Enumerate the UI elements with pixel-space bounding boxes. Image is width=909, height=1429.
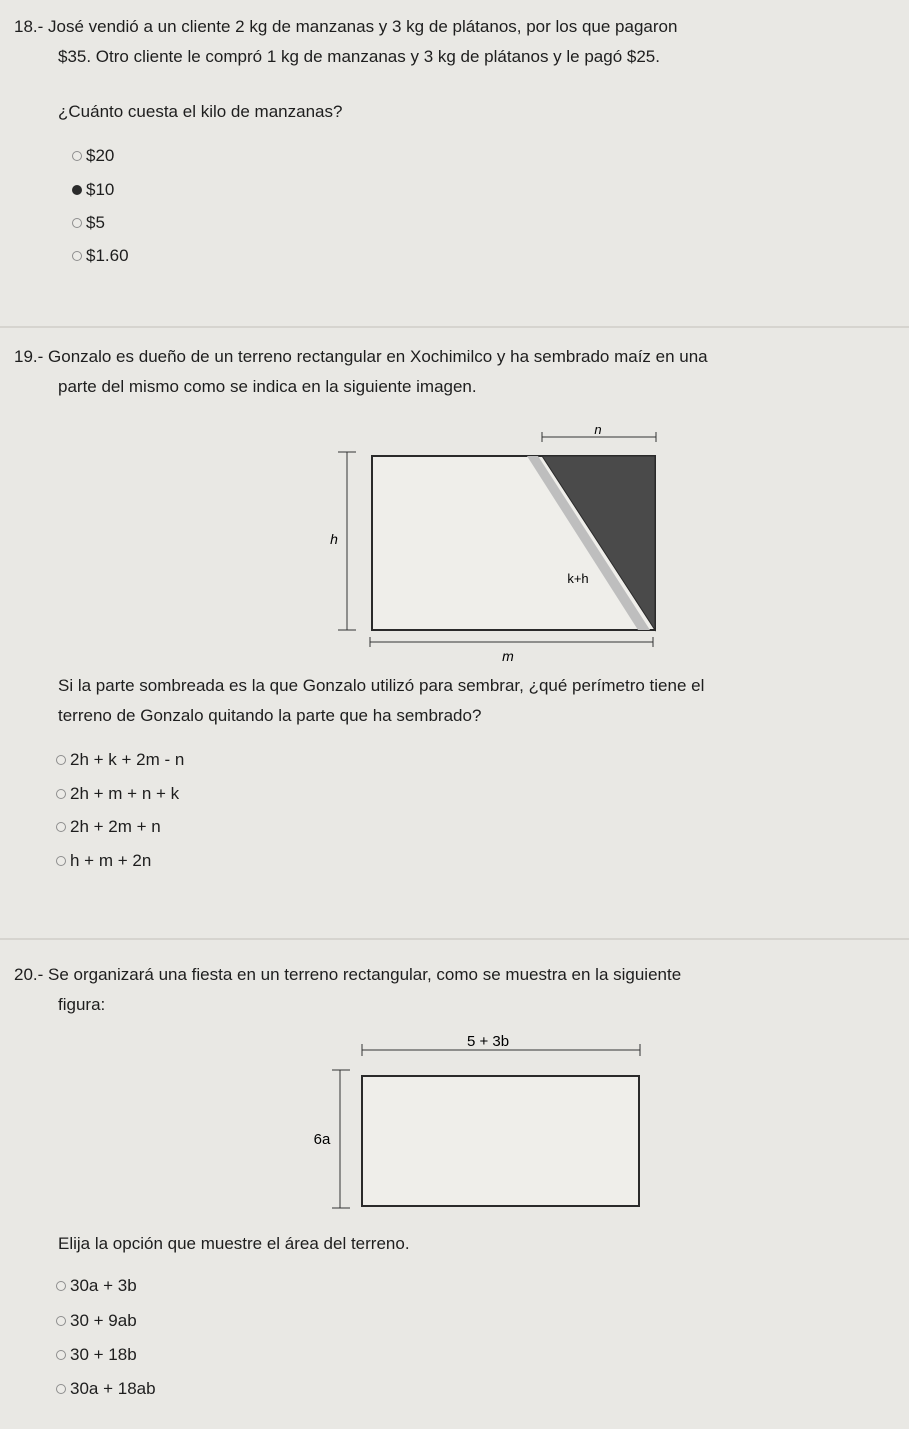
question-18-prompt: ¿Cuánto cuesta el kilo de manzanas? — [58, 102, 343, 121]
q20-option-3[interactable] — [56, 1343, 137, 1367]
question-19-prompt-line-1: Si la parte sombreada es la que Gonzalo utilizó para sembrar, ¿qué perímetro tiene el — [58, 676, 705, 695]
radio-button[interactable] — [72, 218, 82, 228]
radio-button[interactable] — [72, 151, 82, 161]
q18-option-1[interactable] — [72, 144, 114, 168]
question-20-prompt: Elija la opción que muestre el área del terreno. — [58, 1234, 410, 1253]
option-label: $20 — [86, 146, 115, 165]
radio-button[interactable] — [56, 1281, 66, 1291]
label-n: n — [594, 422, 602, 437]
radio-button[interactable] — [56, 822, 66, 832]
option-label: 30a + 3b — [70, 1276, 137, 1295]
option-label: 2h + 2m + n — [70, 817, 161, 836]
option-label: $10 — [86, 180, 115, 199]
option-label: 2h + m + n + k — [70, 784, 180, 803]
q19-option-1[interactable] — [56, 748, 184, 772]
q18-option-2[interactable] — [72, 178, 114, 202]
radio-button[interactable] — [56, 789, 66, 799]
radio-button[interactable] — [56, 755, 66, 765]
q19-option-3[interactable] — [56, 815, 161, 839]
option-label: 2h + k + 2m - n — [70, 750, 185, 769]
q19-option-2[interactable] — [56, 782, 179, 806]
terrain-figure — [320, 415, 670, 675]
question-18-text-line-2: $35. Otro cliente le compró 1 kg de manzanas y 3 kg de plátanos y le pagó $25. — [58, 47, 660, 66]
label-k-plus-h: k+h — [567, 571, 589, 586]
q18-option-3[interactable] — [72, 211, 105, 235]
q20-option-1[interactable] — [56, 1274, 137, 1298]
radio-button-selected[interactable] — [72, 185, 82, 195]
radio-button[interactable] — [56, 1316, 66, 1326]
q20-option-4[interactable] — [56, 1377, 156, 1401]
radio-button[interactable] — [72, 251, 82, 261]
party-terrain-figure — [300, 1028, 650, 1213]
label-h: h — [330, 531, 338, 547]
option-label: 30 + 18b — [70, 1345, 137, 1364]
question-19-text-line-2: parte del mismo como se indica en la siguiente imagen. — [58, 377, 477, 396]
label-width: 5 + 3b — [466, 1033, 510, 1050]
label-height: 6a — [313, 1131, 331, 1148]
option-label: 30 + 9ab — [70, 1311, 137, 1330]
radio-button[interactable] — [56, 1384, 66, 1394]
label-m: m — [502, 648, 514, 664]
q19-option-4[interactable] — [56, 849, 151, 873]
radio-button[interactable] — [56, 1350, 66, 1360]
question-20-text-line-1: 20.- Se organizará una fiesta en un terreno rectangular, como se muestra en la siguiente — [14, 965, 682, 984]
option-label: $1.60 — [86, 246, 129, 265]
question-18-text-line-1: 18.- José vendió a un cliente 2 kg de manzanas y 3 kg de plátanos, por los que pagaron — [14, 17, 678, 36]
divider — [0, 326, 909, 328]
q20-option-2[interactable] — [56, 1309, 137, 1333]
divider — [0, 938, 909, 940]
option-label: h + m + 2n — [70, 851, 152, 870]
party-terrain-rectangle — [362, 1076, 639, 1206]
radio-button[interactable] — [56, 856, 66, 866]
question-19-text-line-1: 19.- Gonzalo es dueño de un terreno rectangular en Xochimilco y ha sembrado maíz en una — [14, 347, 708, 366]
question-20-text-line-2: figura: — [58, 995, 106, 1014]
q18-option-4[interactable] — [72, 244, 129, 268]
option-label: $5 — [86, 213, 105, 232]
question-19-prompt-line-2: terreno de Gonzalo quitando la parte que ha sembrado? — [58, 706, 482, 725]
option-label: 30a + 18ab — [70, 1379, 156, 1398]
